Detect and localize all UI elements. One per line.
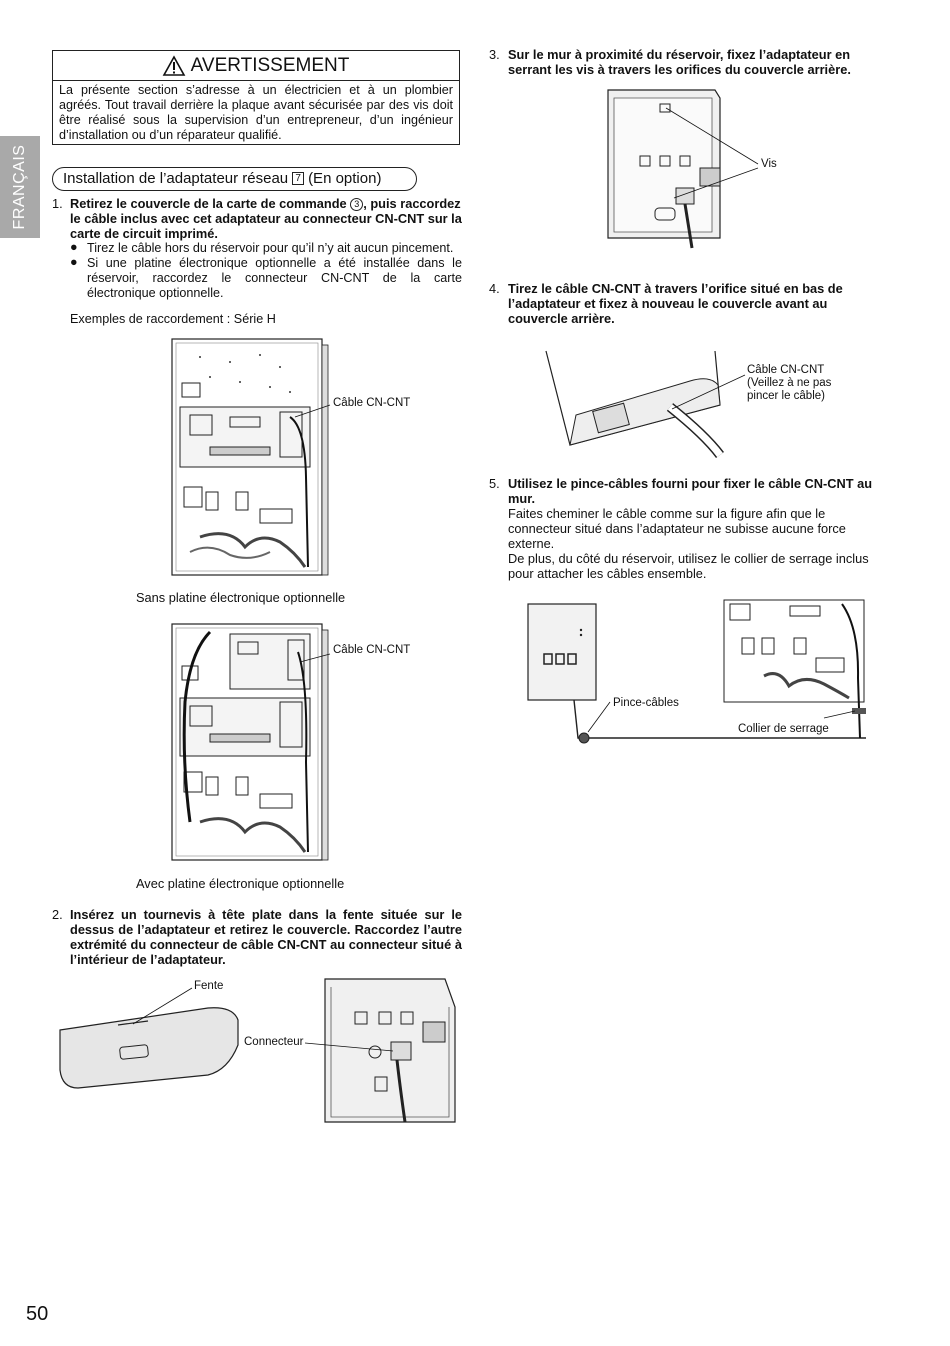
step-1-text-a: Retirez le couvercle de la carte de commande [70, 196, 347, 211]
step-5-text: Utilisez le pince-câbles fourni pour fixer le câble CN-CNT au mur. [508, 476, 873, 506]
step-1-number: 1. [52, 196, 63, 211]
fig2-cable-label: Câble CN-CNT [333, 644, 411, 656]
section-title-key: 7 [292, 172, 304, 185]
step-3-text: Sur le mur à proximité du réservoir, fixez l’adaptateur en serrant les vis à travers les orifices du couvercle arrière. [508, 47, 851, 77]
bullet-dot-icon: ● [70, 255, 78, 269]
bullet-text: Tirez le câble hors du réservoir pour qu’il n’y ait aucun pincement. [87, 241, 454, 255]
step-1-ref: 3 [350, 198, 363, 211]
step-4-number: 4. [489, 281, 500, 296]
connector-label: Connecteur [244, 1036, 304, 1048]
bullet-text: Si une platine électronique optionnelle a été installée dans le réservoir, raccordez le connecteur CN-CNT de la carte électronique optionnelle. [87, 256, 462, 300]
cable-tie-label: Collier de serrage [738, 723, 829, 735]
examples-label: Exemples de raccordement : Série H [70, 312, 276, 326]
warning-header [53, 51, 459, 81]
fig1-caption: Sans platine électronique optionnelle [136, 590, 346, 605]
step-4-text: Tirez le câble CN-CNT à travers l’orifice situé en bas de l’adaptateur et fixez à nouveau le couvercle avant au couvercle arrière. [508, 281, 843, 326]
slot-label: Fente [194, 980, 224, 992]
step-1-bullet-2 [70, 256, 462, 301]
section-title-suffix: (En option) [308, 170, 382, 187]
section-title-prefix: Installation de l’adaptateur réseau [63, 170, 289, 187]
language-side-tab [0, 136, 40, 238]
cable-clip-label: Pince-câbles [613, 697, 679, 709]
language-label: FRANÇAIS [11, 144, 28, 230]
fig2-caption: Avec platine électronique optionnelle [136, 876, 345, 891]
step-5-number: 5. [489, 476, 500, 491]
warning-body: La présente section s’adresse à un électricien et à un plombier agréés. Tout travail derrière la plaque avant sécurisée par des vis doit être réalisé sous la supervision d’un entrepreneur, d’un ingénieur d’installation ou d’un réparateur qualifié. [59, 83, 453, 142]
step-3-number: 3. [489, 47, 500, 62]
tank-diagram-with-option [170, 622, 430, 867]
section-title [52, 167, 417, 191]
cable-note-line-2: (Veillez à ne pas [747, 377, 832, 389]
step-2-text: Insérez un tournevis à tête plate dans la fente située sur le dessus de l’adaptateur et retirez le couvercle. Raccordez l’autre extrémité du connecteur de câble CN-CNT au connecteur situé à l’intérieur de l’adaptateur. [70, 907, 462, 967]
tank-diagram-without-option [170, 337, 430, 582]
cable-note-line-3: pincer le câble) [747, 390, 825, 402]
step-4 [489, 281, 889, 326]
step-5-body-1: Faites cheminer le câble comme sur la figure afin que le connecteur situé dans l’adaptateur ne subisse aucune force externe. [508, 506, 846, 551]
fig1-cable-label: Câble CN-CNT [333, 397, 411, 409]
adapter-cover-diagram [58, 990, 248, 1090]
step-1-bullet-1 [70, 241, 462, 256]
warning-triangle-icon [163, 56, 185, 76]
step-1-text-b: , puis raccordez le câble inclus avec cet adaptateur au connecteur CN-CNT sur la carte de circuit imprimé. [70, 196, 462, 241]
step-1 [52, 196, 462, 241]
cable-note-line-1: Câble CN-CNT [747, 364, 825, 376]
bullet-dot-icon: ● [70, 240, 78, 254]
warning-title: AVERTISSEMENT [190, 54, 350, 76]
warning-box [52, 50, 460, 145]
step-2 [52, 907, 462, 967]
cable-note-label [747, 364, 867, 403]
adapter-bottom-diagram [540, 345, 740, 455]
step-5 [489, 476, 889, 581]
step-3 [489, 47, 889, 77]
step-5-body-2: De plus, du côté du réservoir, utilisez le collier de serrage inclus pour attacher les câbles ensemble. [508, 551, 869, 581]
page-number: 50 [26, 1303, 49, 1325]
adapter-back-cover-diagram [600, 88, 780, 248]
step-2-number: 2. [52, 907, 63, 922]
adapter-connector-diagram [305, 977, 465, 1127]
screws-label: Vis [761, 158, 777, 170]
